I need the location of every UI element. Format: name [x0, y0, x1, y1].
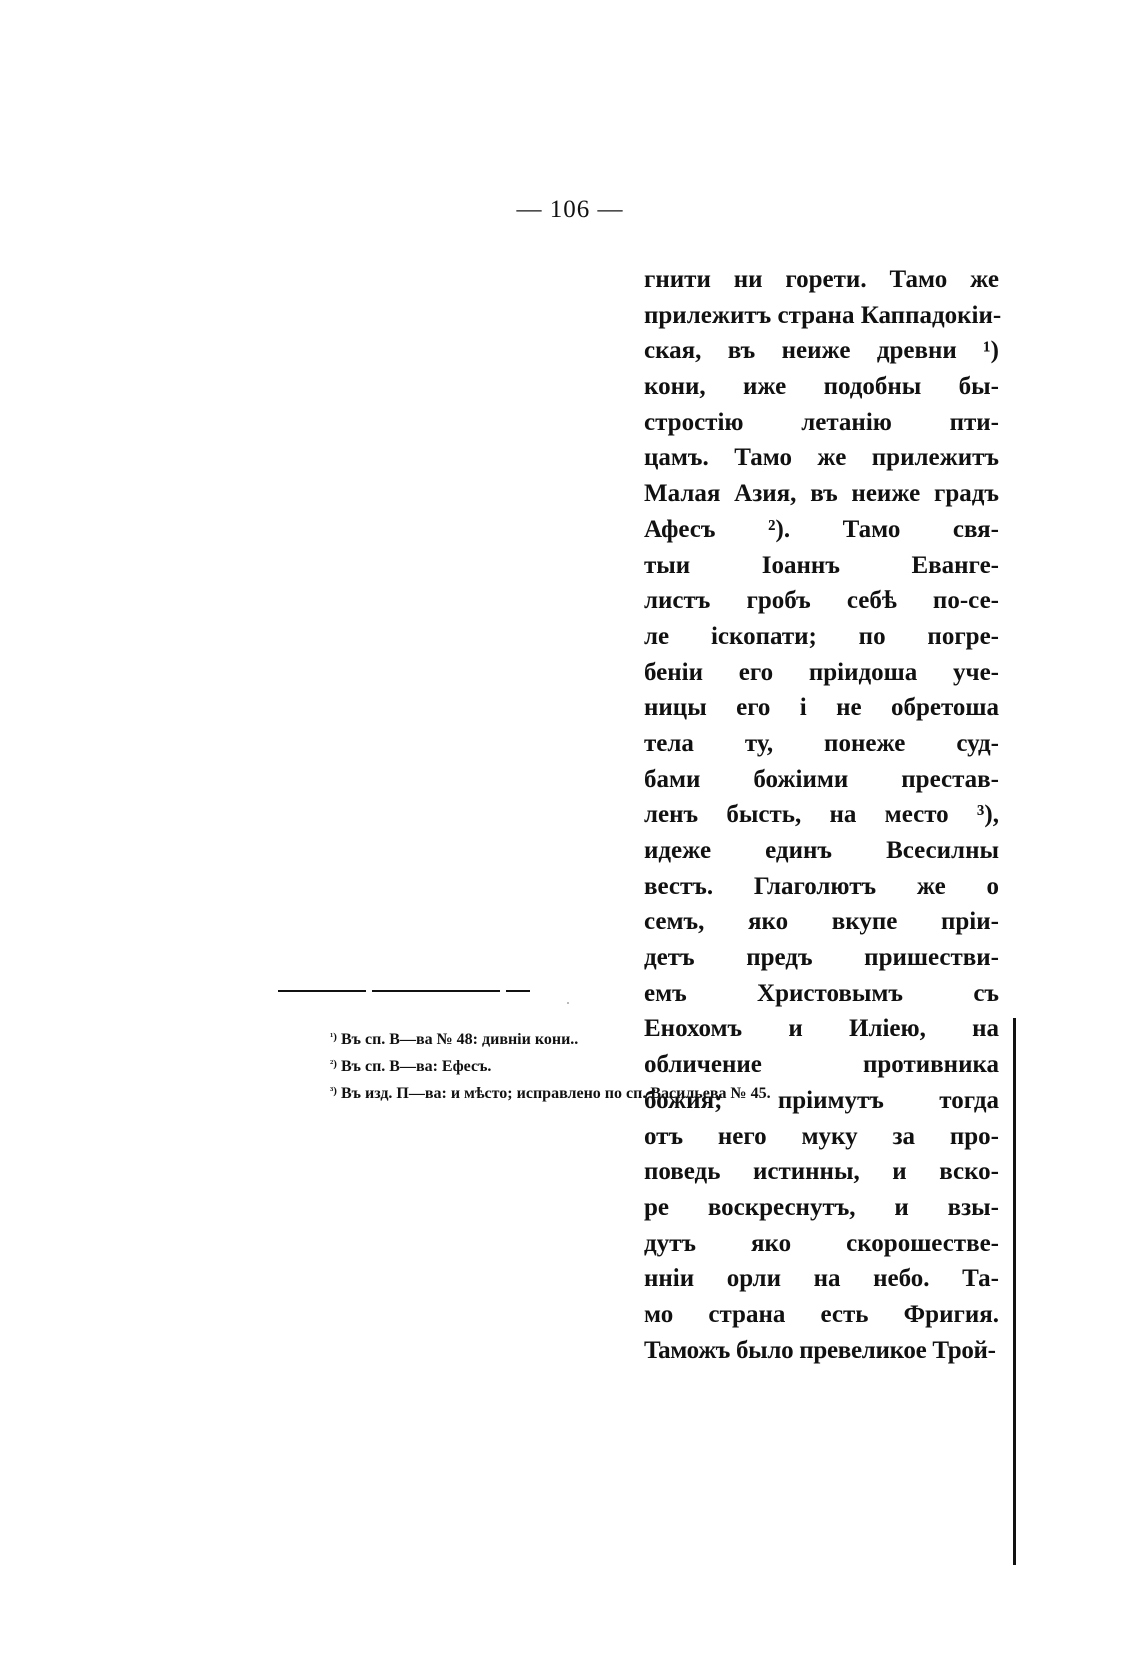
text-line: обличение противника — [644, 1051, 999, 1079]
footnote-text: Въ изд. П—ва: и мѣсто; исправлено по сп. Васильева № 45. — [340, 1085, 771, 1102]
text-line: листъ гробъ себѣ по-се- — [644, 587, 999, 615]
text-line: ская, въ неиже древни ¹) — [644, 337, 999, 365]
text-line: тыи Iоаннъ Еванге- — [644, 551, 999, 579]
text-line: Taможъ было превеликое Трой- — [644, 1336, 996, 1364]
text-line: отъ него муку за про- — [644, 1122, 999, 1150]
text-line: ре воскреснутъ, и взы- — [644, 1193, 999, 1221]
text-line: поведь истинны, и вско- — [644, 1158, 999, 1186]
footnote-rule-segment — [278, 990, 366, 992]
text-line: Малая Азия, въ неиже градъ — [644, 480, 999, 508]
page-number: — 106 — — [516, 196, 624, 223]
text-line: божия; прiимутъ тогда — [644, 1086, 999, 1114]
footnotes — [330, 1026, 1030, 1107]
text-line: мо страна есть Фригия. — [644, 1300, 999, 1328]
text-line: дутъ яко скорошестве- — [644, 1229, 999, 1257]
text-line: семъ, яко вкупе прiи- — [644, 908, 999, 936]
text-line: стростiю летанiю пти- — [644, 408, 999, 436]
text-line: тела ту, понеже суд- — [644, 729, 999, 757]
text-line: ницы его i не обретоша — [644, 694, 999, 722]
text-line: вестъ. Глаголютъ же о — [644, 872, 999, 900]
text-line: ле iскопати; по погре- — [644, 622, 999, 650]
main-text-column — [644, 262, 1002, 1368]
text-line: емъ Христовымъ съ — [644, 979, 999, 1007]
footnote-mark: ¹) — [330, 1031, 337, 1043]
scan-speck — [567, 1002, 569, 1004]
text-line: идеже единъ Всесилны — [644, 837, 999, 864]
text-line: бами божiими престав- — [644, 765, 999, 793]
text-line: ленъ бысть, на место ³), — [644, 801, 999, 829]
footnote-rule-segment — [372, 990, 500, 992]
footnote-text: Въ сп. В—ва № 48: дивнiи кони.. — [340, 1031, 579, 1048]
text-line: цамъ. Тамо же прилежитъ — [644, 444, 999, 472]
footnote-mark: ³) — [330, 1085, 337, 1097]
text-line: бенiи его прiидоша уче- — [644, 658, 999, 686]
footnote-text: Въ сп. В—ва: Ефесъ. — [340, 1058, 492, 1075]
text-line: детъ предъ пришестви- — [644, 944, 999, 972]
footnote-3 — [330, 1080, 1030, 1107]
margin-line — [1013, 1018, 1016, 1565]
footnote-mark: ²) — [330, 1058, 337, 1070]
footnote-1 — [330, 1026, 1030, 1053]
text-line: прилежитъ страна Каппадокiи- — [644, 301, 1002, 329]
text-line: нніи орли на небо. Та- — [644, 1265, 999, 1293]
text-line: кони, иже подобны бы- — [644, 373, 999, 401]
footnote-rule-segment — [506, 990, 530, 992]
text-line: гнити ни горети. Тамо же — [644, 266, 999, 293]
footnote-2 — [330, 1053, 1030, 1080]
text-line: Енохомъ и Илiею, на — [644, 1015, 999, 1043]
text-line: Афесъ ²). Тамо свя- — [644, 515, 999, 543]
